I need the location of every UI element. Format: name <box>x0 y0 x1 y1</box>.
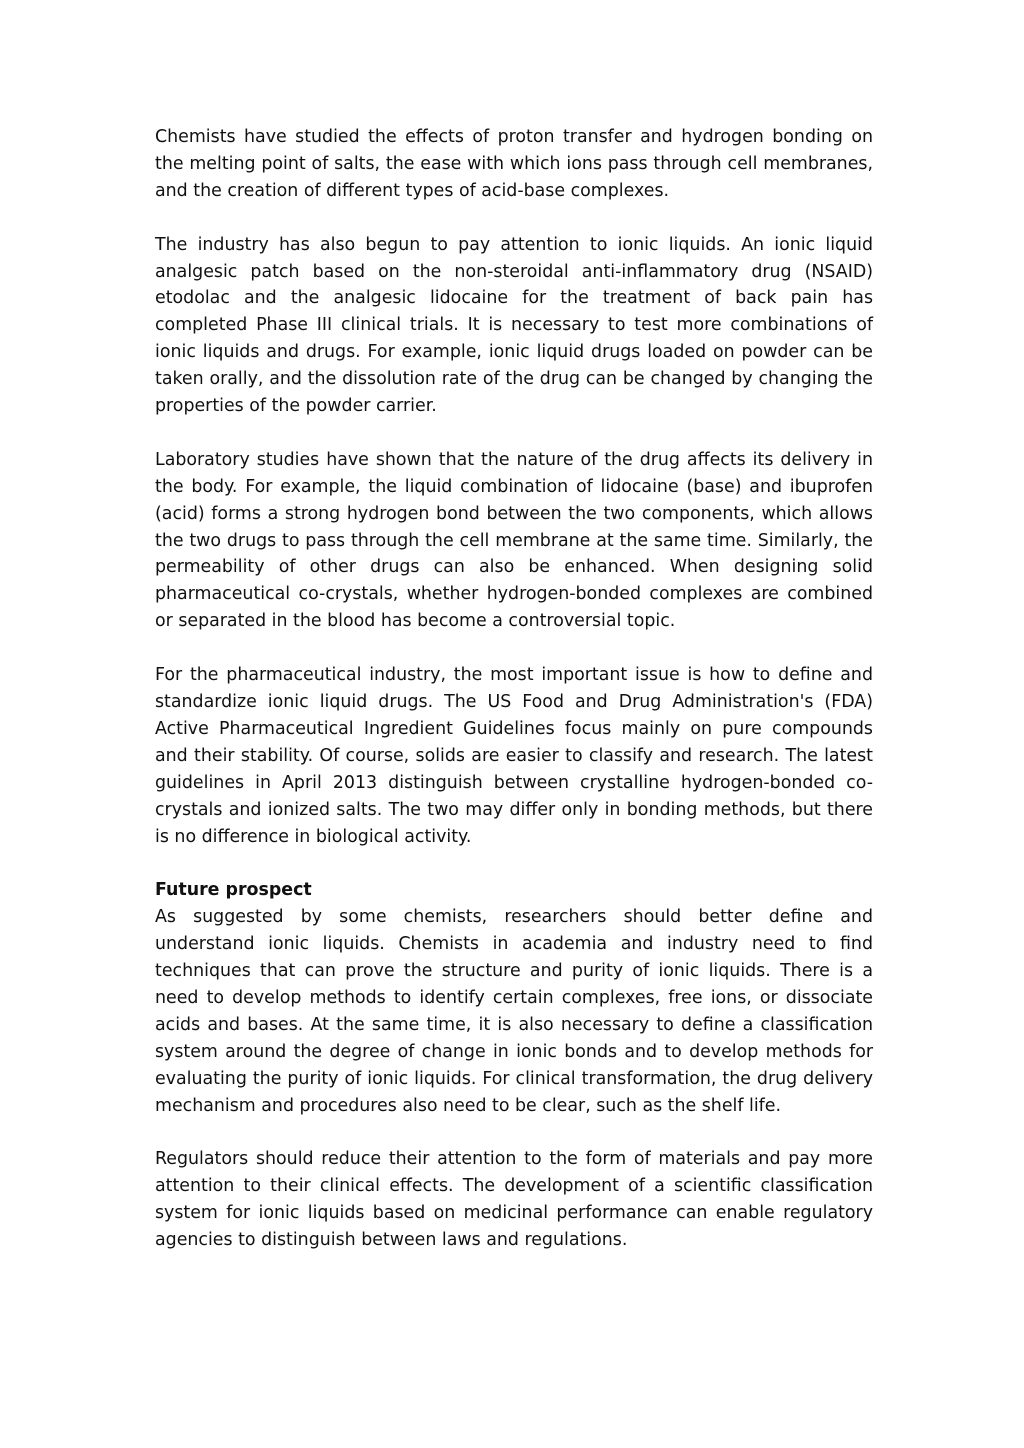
paragraph-future-prospect: As suggested by some chemists, researchers should better define and understand ionic liquids. Chemists in academia and industry need to find techniques that can prove the structure and purity of ionic liquids. There is a need to develop methods to identify certain complexes, free ions, or dissociate acids and bases. At the same time, it is also necessary to define a classification system around the degree of change in ionic bonds and to develop methods for evaluating the purity of ionic liquids. For clinical transformation, the drug delivery mechanism and procedures also need to be clear, such as the shelf life. <box>155 907 873 1116</box>
paragraph-industry-ionic-liquids: The industry has also begun to pay attention to ionic liquids. An ionic liquid analgesic patch based on the non-steroidal anti-inflammatory drug (NSAID) etodolac and the analgesic lidocaine for the treatment of back pain has completed Phase III clinical trials. It is necessary to test more combinations of ionic liquids and drugs. For example, ionic liquid drugs loaded on powder can be taken orally, and the dissolution rate of the drug can be changed by changing the properties of the powder carrier. <box>155 234 873 417</box>
paragraph-laboratory-studies: Laboratory studies have shown that the nature of the drug affects its delivery in the body. For example, the liquid combination of lidocaine (base) and ibuprofen (acid) forms a strong hydrogen bond between the two components, which allows the two drugs to pass through the cell membrane at the same time. Similarly, the permeability of other drugs can also be enhanced. When designing solid pharmaceutical co-crystals, whether hydrogen-bonded complexes are combined or separated in the blood has become a controversial topic. <box>155 449 873 632</box>
paragraph-proton-transfer: Chemists have studied the effects of proton transfer and hydrogen bonding on the melting point of salts, the ease with which ions pass through cell membranes, and the creation of different types of acid-base complexes. <box>155 127 873 201</box>
paragraph-regulators: Regulators should reduce their attention to the form of materials and pay more attention to their clinical effects. The development of a scientific classification system for ionic liquids based on medicinal performance can enable regulatory agencies to distinguish between laws and regulations. <box>155 1149 873 1251</box>
document-page <box>155 124 873 1281</box>
paragraph-pharmaceutical-industry: For the pharmaceutical industry, the most important issue is how to define and standardize ionic liquid drugs. The US Food and Drug Administration's (FDA) Active Pharmaceutical Ingredient Guidelines focus mainly on pure compounds and their stability. Of course, solids are easier to classify and research. The latest guidelines in April 2013 distinguish between crystalline hydrogen-bonded co-crystals and ionized salts. The two may differ only in bonding methods, but there is no difference in biological activity. <box>155 665 873 847</box>
section-heading-future-prospect: Future prospect <box>155 880 312 901</box>
